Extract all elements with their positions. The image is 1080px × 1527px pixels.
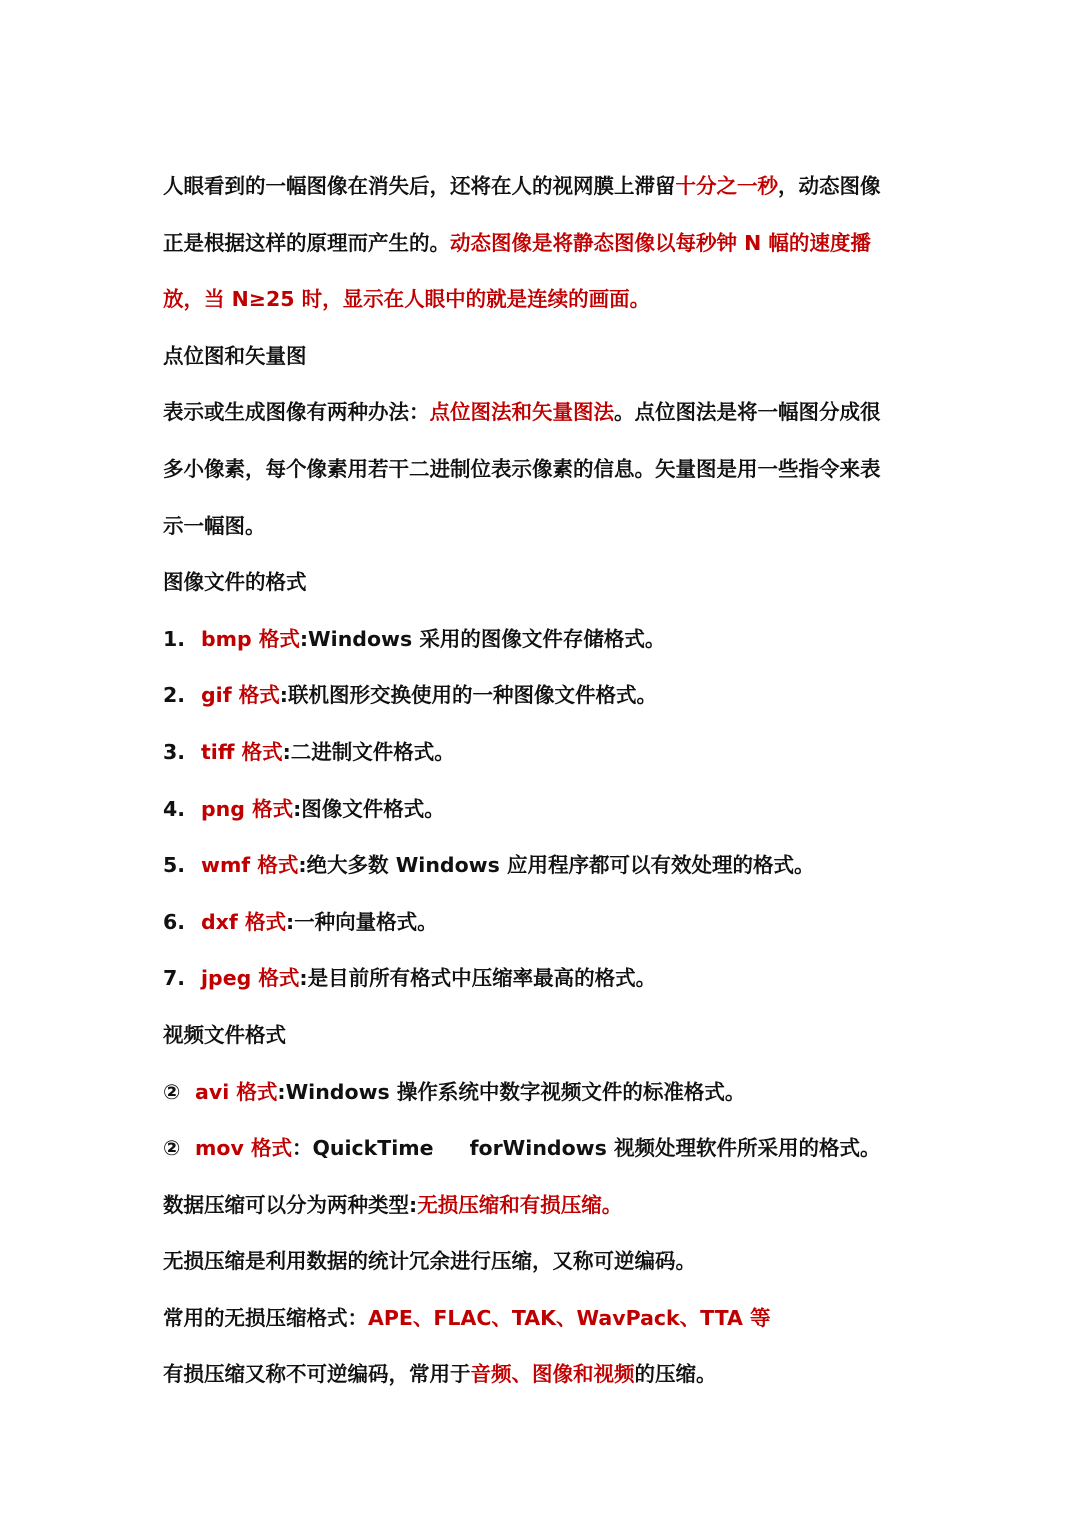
highlight-lossy-uses: 音频、图像和视频 (470, 1362, 635, 1387)
paragraph-lossless-definition: 无损压缩是利用数据的统计冗余进行压缩，又称可逆编码。 (163, 1249, 696, 1274)
highlight-lossless-formats: APE、FLAC、TAK、WavPack、TTA 等 (368, 1305, 771, 1330)
list-item-image-format: 3. tiff 格式:二进制文件格式。 (163, 739, 455, 764)
paragraph-persistence-line-3: 放，当 N≥25 时，显示在人眼中的就是连续的画面。 (163, 287, 651, 312)
list-item-video-format: ② avi 格式:Windows 操作系统中数字视频文件的标准格式。 (163, 1079, 746, 1104)
paragraph-methods-line-3: 示一幅图。 (163, 513, 266, 538)
highlight-methods: 点位图法和矢量图法 (429, 400, 614, 425)
highlight-dynamic-image: 动态图像是将静态图像以每秒钟 N 幅的速度播 (450, 230, 871, 255)
paragraph-methods-line-2: 多小像素，每个像素用若干二进制位表示像素的信息。矢量图是用一些指令来表 (163, 456, 881, 481)
heading-image-formats: 图像文件的格式 (163, 570, 307, 595)
paragraph-persistence-line-1: 人眼看到的一幅图像在消失后，还将在人的视网膜上滞留十分之一秒，动态图像 (163, 174, 881, 198)
heading-bitmap-vector: 点位图和矢量图 (163, 343, 307, 368)
list-item-image-format: 2. gif 格式:联机图形交换使用的一种图像文件格式。 (163, 683, 657, 708)
list-item-image-format: 5. wmf 格式:绝大多数 Windows 应用程序都可以有效处理的格式。 (163, 853, 815, 878)
list-item-image-format: 4. png 格式:图像文件格式。 (163, 796, 445, 821)
paragraph-lossless-formats: 常用的无损压缩格式：APE、FLAC、TAK、WavPack、TTA 等 (163, 1305, 771, 1330)
paragraph-lossy-definition: 有损压缩又称不可逆编码，常用于音频、图像和视频的压缩。 (163, 1362, 717, 1387)
list-item-image-format: 6. dxf 格式:一种向量格式。 (163, 909, 438, 934)
paragraph-compression-types: 数据压缩可以分为两种类型:无损压缩和有损压缩。 (163, 1192, 623, 1217)
highlight-tenth-second: 十分之一秒 (675, 174, 778, 198)
heading-video-formats: 视频文件格式 (163, 1022, 286, 1047)
document-page (163, 158, 923, 1403)
paragraph-persistence-line-2: 正是根据这样的原理而产生的。动态图像是将静态图像以每秒钟 N 幅的速度播 (163, 230, 871, 255)
list-item-image-format: 1. bmp 格式:Windows 采用的图像文件存储格式。 (163, 626, 666, 651)
list-item-video-format: ② mov 格式：QuickTime forWindows 视频处理软件所采用的格式。 (163, 1136, 881, 1161)
highlight-compression-types: 无损压缩和有损压缩。 (417, 1192, 623, 1217)
paragraph-methods-line-1: 表示或生成图像有两种办法：点位图法和矢量图法。点位图法是将一幅图分成很 (163, 400, 881, 425)
list-item-image-format: 7. jpeg 格式:是目前所有格式中压缩率最高的格式。 (163, 966, 657, 991)
